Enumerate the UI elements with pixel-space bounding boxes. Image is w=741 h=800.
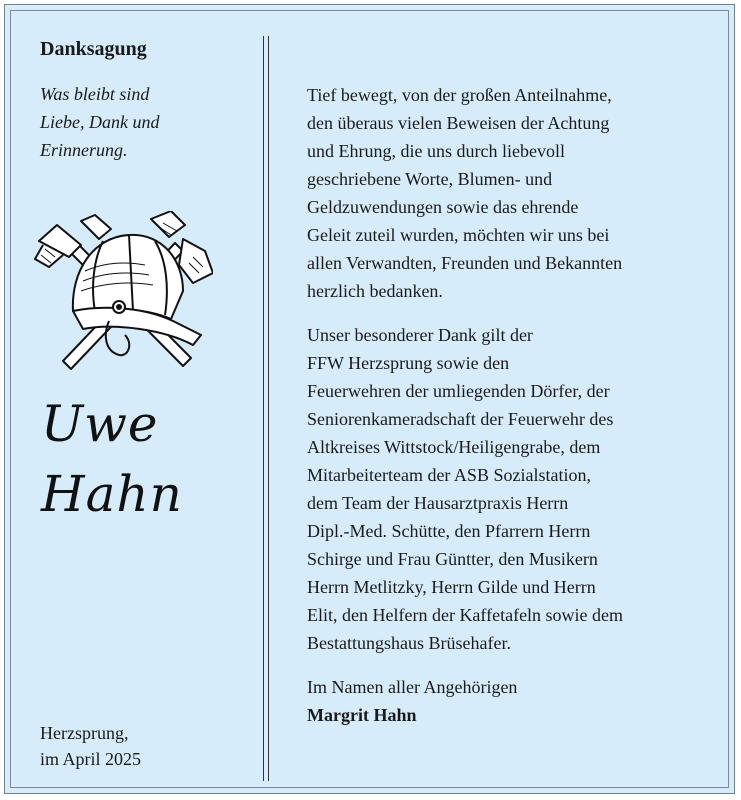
text-line: Dipl.-Med. Schütte, den Pfarrern Herrn <box>307 521 591 541</box>
text-line: Feuerwehren der umliegenden Dörfer, der <box>307 381 610 401</box>
text-line: Elit, den Helfern der Kaffetafeln sowie dem <box>307 605 624 625</box>
text-line: und Ehrung, die uns durch liebevoll <box>307 141 565 161</box>
paragraph-gratitude <box>307 81 727 305</box>
deceased-name <box>41 389 183 529</box>
date: im April 2025 <box>40 749 142 769</box>
place: Herzsprung, <box>40 723 129 743</box>
text-line: Altkreises Wittstock/Heiligengrabe, dem <box>307 437 601 457</box>
text-line: Unser besonderer Dank gilt der <box>307 325 533 345</box>
notice-heading: Danksagung <box>40 38 147 60</box>
text-line: allen Verwandten, Freunden und Bekannten <box>307 253 623 273</box>
first-name: Uwe <box>41 395 159 453</box>
text-line: Schirge und Frau Güntter, den Musikern <box>307 549 598 569</box>
text-line: den überaus vielen Beweisen der Achtung <box>307 113 610 133</box>
text-line: Herrn Metlitzky, Herrn Gilde und Herrn <box>307 577 596 597</box>
text-line: Tief bewegt, von der großen Anteilnahme, <box>307 85 612 105</box>
paragraph-special-thanks <box>307 321 727 657</box>
text-line: Geleit zuteil wurden, möchten wir uns bei <box>307 225 610 245</box>
text-line: herzlich bedanken. <box>307 281 443 301</box>
text-line: dem Team der Hausarztpraxis Herrn <box>307 493 569 513</box>
motto-line: Was bleibt sind <box>40 84 150 104</box>
thanks-text <box>307 81 727 729</box>
text-line: Mitarbeiterteam der ASB Sozialstation, <box>307 465 591 485</box>
inner-frame <box>10 10 729 788</box>
last-name: Hahn <box>41 465 183 523</box>
motto <box>40 80 159 164</box>
column-divider <box>263 36 269 781</box>
motto-line: Liebe, Dank und <box>40 112 160 132</box>
text-line: Seniorenkameradschaft der Feuerwehr des <box>307 409 614 429</box>
text-line: Bestattungshaus Brüsehafer. <box>307 633 511 653</box>
obituary-notice <box>4 4 735 794</box>
signature-intro: Im Namen aller Angehörigen <box>307 677 518 697</box>
signature-name: Margrit Hahn <box>307 705 417 725</box>
text-line: Geldzuwendungen sowie das ehrende <box>307 197 579 217</box>
firefighter-helmet-crossed-axes-icon <box>33 211 213 371</box>
motto-line: Erinnerung. <box>40 140 128 160</box>
text-line: FFW Herzsprung sowie den <box>307 353 510 373</box>
signature-block <box>307 673 727 729</box>
text-line: geschriebene Worte, Blumen- und <box>307 169 553 189</box>
place-date <box>40 720 141 772</box>
